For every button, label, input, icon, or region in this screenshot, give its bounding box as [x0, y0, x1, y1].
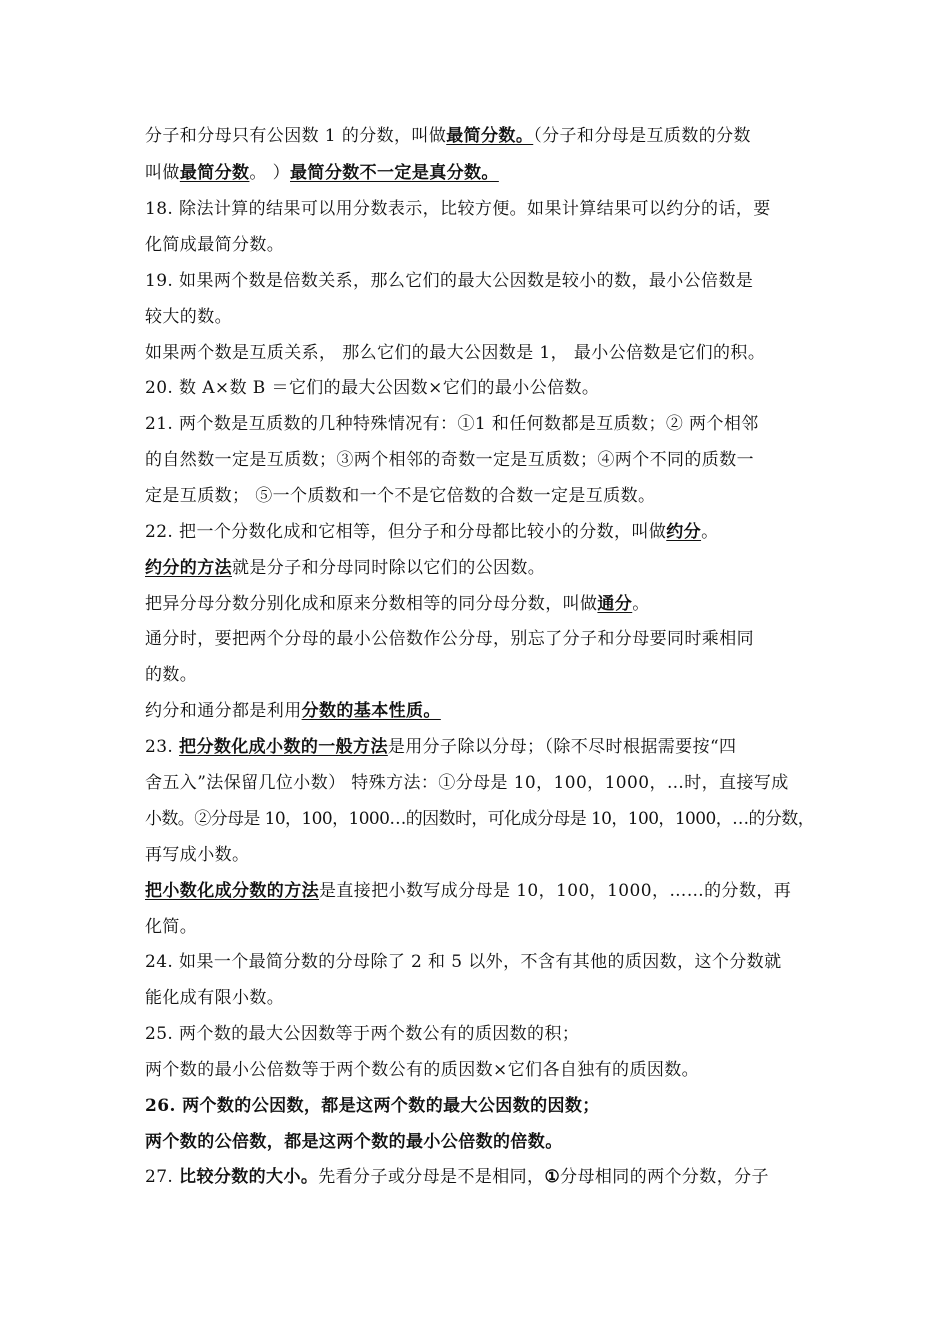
text-run: 27. [145, 1167, 180, 1187]
text-run: 18. 除法计算的结果可以用分数表示，比较方便。如果计算结果可以约分的话，要 [145, 199, 771, 219]
text-run: 是用分子除以分母；（除不尽时根据需要按“四 [387, 737, 737, 757]
text-run: 小数。②分母是 10，100，1000…的因数时，可化成分母是 10，100，1000，…的分数， [145, 809, 815, 829]
emphasis-note: 最简分数不一定是真分数。 [290, 163, 499, 183]
text-run: 的自然数一定是互质数；③两个相邻的奇数一定是互质数；④两个不同的质数一 [145, 450, 754, 470]
text-line [145, 772, 789, 794]
text-run: 。 [701, 522, 719, 542]
text-run: 25. 两个数的最大公因数等于两个数公有的质因数的积； [145, 1024, 580, 1044]
text-run: 20. 数 A×数 B ＝它们的最大公因数×它们的最小公倍数。 [145, 378, 600, 398]
text-run: 21. 两个数是互质数的几种特殊情况有：①1 和任何数都是互质数；② 两个相邻 [145, 414, 759, 434]
term-basic-property: 分数的基本性质。 [301, 701, 441, 721]
text-line [145, 270, 753, 292]
text-run: 22. 把一个分数化成和它相等，但分子和分母都比较小的分数，叫做 [145, 522, 667, 542]
text-run: 分母相同的两个分数，分子 [560, 1167, 769, 1187]
term-fraction-to-decimal: 把分数化成小数的一般方法 [179, 737, 388, 757]
text-run: 定是互质数； ⑤一个质数和一个不是它倍数的合数一定是互质数。 [145, 486, 656, 506]
text-line [145, 162, 499, 184]
text-line [145, 485, 655, 507]
text-line-bold [145, 1131, 563, 1153]
text-line [145, 557, 545, 579]
text-run: 是直接把小数写成分母是 10，100，1000，……的分数，再 [319, 881, 792, 901]
text-line [145, 916, 197, 938]
text-run: 先看分子或分母是不是相同， [318, 1167, 545, 1187]
term-simplest-fraction: 最简分数。 [446, 126, 534, 146]
text-run: 通分时，要把两个分母的最小公倍数作公分母，别忘了分子和分母要同时乘相同 [145, 629, 754, 649]
text-run: 约分和通分都是利用 [145, 701, 302, 721]
term-reduction: 约分 [666, 522, 702, 542]
text-run: 化简。 [145, 917, 198, 937]
term-compare-fractions: 比较分数的大小。 [179, 1167, 319, 1187]
text-run: 把异分母分数分别化成和原来分数相等的同分母分数，叫做 [145, 594, 598, 614]
text-run: 较大的数。 [145, 307, 232, 327]
text-line [145, 844, 249, 866]
term-simplest-fraction: 最简分数 [179, 163, 250, 183]
text-line [145, 1059, 699, 1081]
text-line [145, 306, 232, 328]
text-run: 就是分子和分母同时除以它们的公因数。 [232, 558, 546, 578]
text-run: 。 [632, 594, 650, 614]
text-line [145, 342, 765, 364]
text-run: 分子和分母只有公因数 1 的分数，叫做 [145, 126, 447, 146]
text-line [145, 413, 759, 435]
text-line [145, 664, 197, 686]
text-run: 舍五入”法保留几位小数） 特殊方法：①分母是 10，100，1000，…时，直接写成 [145, 773, 789, 793]
term-reduction-method: 约分的方法 [145, 558, 232, 578]
text-line [145, 987, 284, 1009]
text-run: 19. 如果两个数是倍数关系，那么它们的最大公因数是较小的数，最小公倍数是 [145, 271, 754, 291]
text-line [145, 951, 782, 973]
text-run: （分子和分母是互质数的分数 [533, 126, 751, 146]
text-line [145, 880, 791, 902]
text-line [145, 449, 754, 471]
text-line [145, 700, 441, 722]
text-line [145, 125, 751, 147]
text-run: 的数。 [145, 665, 198, 685]
text-run: 两个数的公倍数，都是这两个数的最小公倍数的倍数。 [145, 1132, 563, 1152]
text-line [145, 736, 736, 758]
text-line [145, 1023, 579, 1045]
circled-number: ① [544, 1167, 561, 1187]
text-line [145, 1166, 769, 1188]
text-line-bold [145, 1095, 600, 1117]
text-run: 两个数的最小公倍数等于两个数公有的质因数×它们各自独有的质因数。 [145, 1060, 700, 1080]
text-line [145, 593, 650, 615]
text-run: 如果两个数是互质关系， 那么它们的最大公因数是 1， 最小公倍数是它们的积。 [145, 343, 766, 363]
text-line [145, 628, 754, 650]
term-decimal-to-fraction: 把小数化成分数的方法 [145, 881, 319, 901]
text-run: 。 ） [249, 163, 291, 183]
text-line [145, 521, 718, 543]
text-line [145, 234, 284, 256]
text-run: 24. 如果一个最简分数的分母除了 2 和 5 以外，不含有其他的质因数，这个分数就 [145, 952, 782, 972]
text-run: 化简成最简分数。 [145, 235, 285, 255]
text-run: 再写成小数。 [145, 845, 250, 865]
text-line [145, 377, 599, 399]
term-common-denominator: 通分 [597, 594, 633, 614]
text-line [145, 198, 771, 220]
text-run: 叫做 [145, 163, 180, 183]
text-run: 26. 两个数的公因数，都是这两个数的最大公因数的因数； [145, 1096, 600, 1116]
text-line [145, 808, 814, 830]
text-run: 23. [145, 737, 180, 757]
text-run: 能化成有限小数。 [145, 988, 285, 1008]
